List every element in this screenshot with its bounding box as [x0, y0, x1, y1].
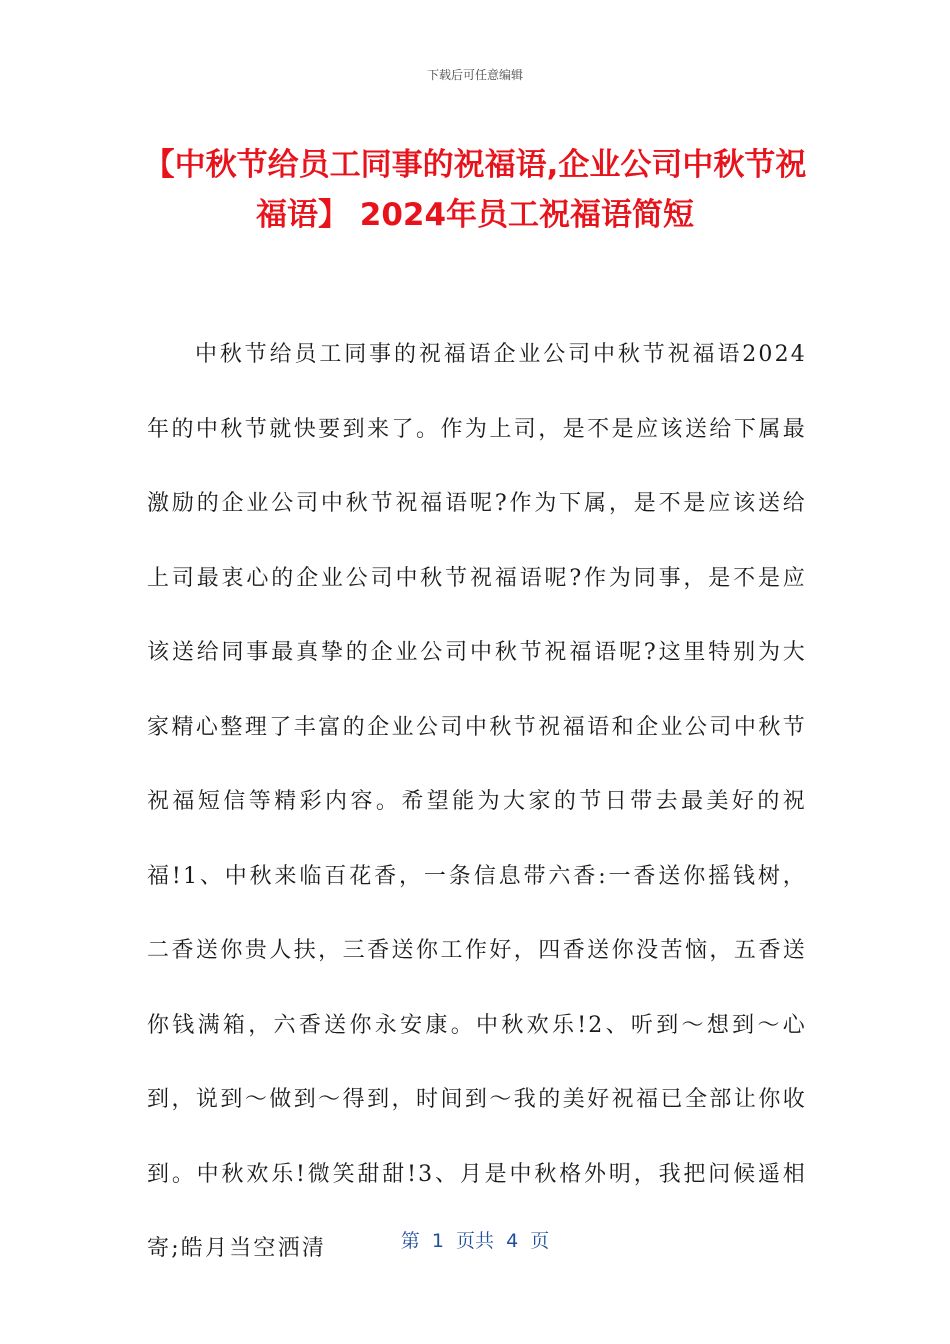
body-paragraph: 中秋节给员工同事的祝福语企业公司中秋节祝福语2024年的中秋节就快要到来了。作为上司，是不是应该送给下属最激励的企业公司中秋节祝福语呢?作为下属，是不是应该送给上司最衷心的企业公司中秋节祝福语呢?作为同事，是不是应该送给同事最真挚的企业公司中秋节祝福语呢?这里特别为大家精心整理了丰富的企业公司中秋节祝福语和企业公司中秋节祝福短信等精彩内容。希望能为大家的节日带去最美好的祝福!1、中秋来临百花香，一条信息带六香:一香送你摇钱树，二香送你贵人扶，三香送你工作好，四香送你没苦恼，五香送你钱满箱，六香送你永安康。中秋欢乐!2、听到～想到～心到，说到～做到～得到，时间到～我的美好祝福已全部让你收到。中秋欢乐!微笑甜甜!3、月是中秋格外明，我把问候遥相寄;皓月当空洒清 [147, 342, 807, 1261]
page-footer: 第 1 页共 4 页 [400, 1230, 550, 1252]
header-note: 下载后可任意编辑 [426, 68, 523, 82]
document-title: 【中秋节给员工同事的祝福语,企业公司中秋节祝福语】 2024年员工祝福语简短 [143, 147, 807, 233]
